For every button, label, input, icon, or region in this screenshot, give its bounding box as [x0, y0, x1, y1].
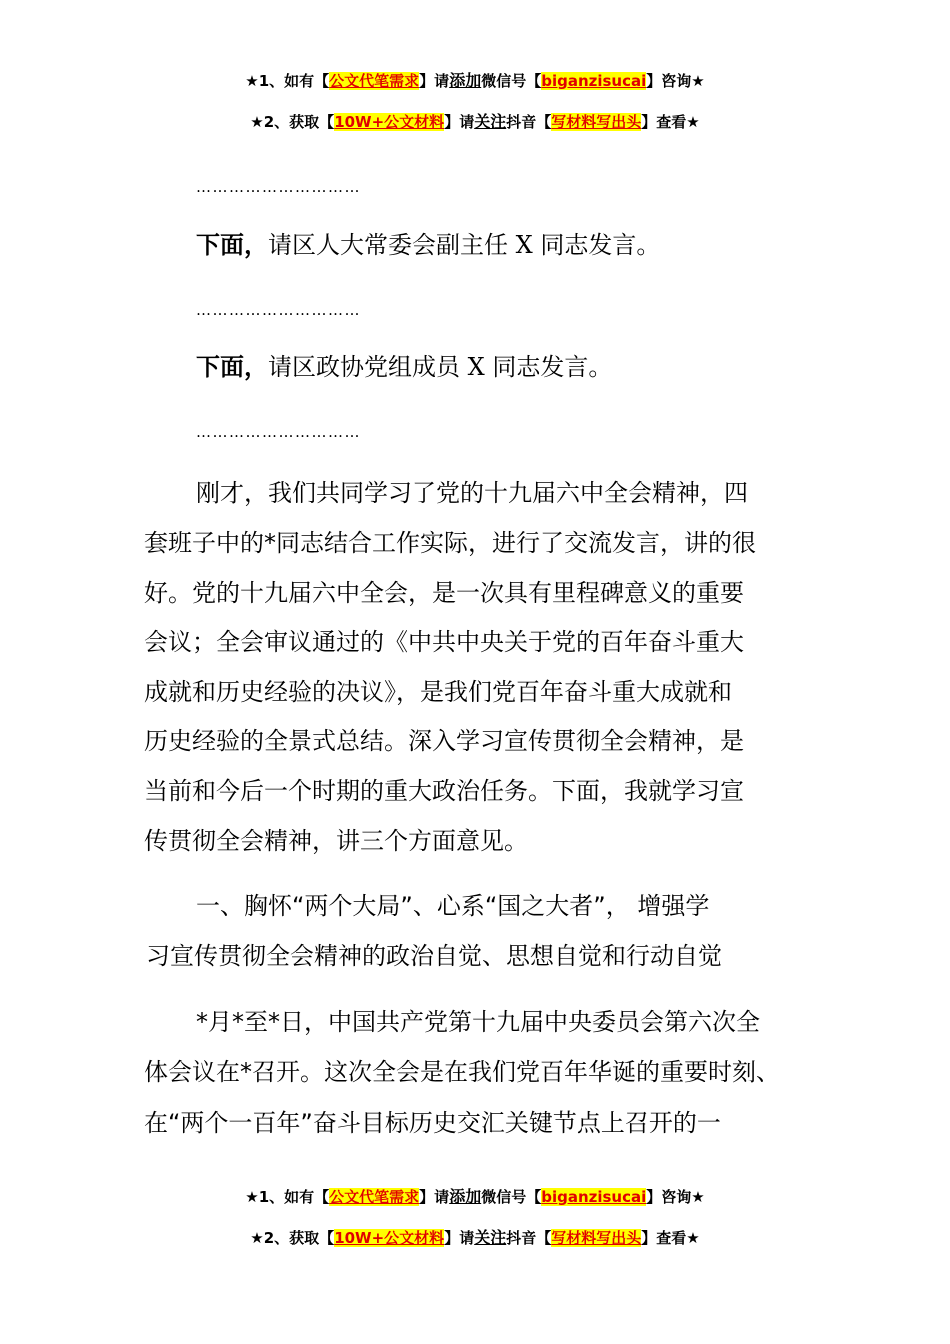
highlight-materials: 10W+公文材料 — [334, 113, 445, 131]
paragraph-line: 好。党的十九届六中全会，是一次具有里程碑意义的重要 — [144, 579, 744, 607]
paragraph-line: 历史经验的全景式总结。深入学习宣传贯彻全会精神，是 — [144, 727, 744, 755]
section-heading-line: 一、胸怀“两个大局”、心系“国之大者”， 增强学 — [196, 892, 710, 920]
paragraph-line: *月*至*日，中国共产党第十九届中央委员会第六次全 — [196, 1008, 760, 1036]
paragraph-line: 传贯彻全会精神，讲三个方面意见。 — [144, 827, 528, 855]
paragraph-line: 套班子中的*同志结合工作实际，进行了交流发言，讲的很 — [144, 529, 756, 557]
highlight-wechat-id: biganzisucai — [541, 1188, 647, 1206]
paragraph-line: 在“两个一百年”奋斗目标历史交汇关键节点上召开的一 — [144, 1109, 721, 1137]
ellipsis-separator: ………………………… — [196, 423, 361, 441]
highlight-service: 公文代笔需求 — [329, 72, 420, 90]
highlight-materials: 10W+公文材料 — [334, 1229, 445, 1247]
highlight-douyin-id: 写材料写出头 — [551, 1229, 642, 1247]
highlight-wechat-id: biganzisucai — [541, 72, 647, 90]
footer-banner-line-1: ★1、如有【公文代笔需求】请添加微信号【biganzisucai】咨询★ — [245, 1187, 705, 1206]
speaker-intro-1: 下面，请区人大常委会副主任 X 同志发言。 — [196, 231, 661, 259]
paragraph-line: 会议；全会审议通过的《中共中央关于党的百年奋斗重大 — [144, 628, 744, 656]
footer-banner-line-2: ★2、获取【10W+公文材料】请关注抖音【写材料写出头】查看★ — [250, 1228, 700, 1247]
paragraph-line: 当前和今后一个时期的重大政治任务。下面，我就学习宣 — [144, 777, 744, 805]
ellipsis-separator: ………………………… — [196, 178, 361, 196]
speaker-intro-2: 下面，请区政协党组成员 X 同志发言。 — [196, 353, 613, 381]
highlight-douyin-id: 写材料写出头 — [551, 113, 642, 131]
highlight-service: 公文代笔需求 — [329, 1188, 420, 1206]
paragraph-line: 刚才，我们共同学习了党的十九届六中全会精神，四 — [196, 479, 748, 507]
ellipsis-separator: ………………………… — [196, 301, 361, 319]
paragraph-line: 体会议在*召开。这次全会是在我们党百年华诞的重要时刻、 — [144, 1058, 780, 1086]
paragraph-line: 成就和历史经验的决议》，是我们党百年奋斗重大成就和 — [144, 678, 732, 706]
section-heading-line: 习宣传贯彻全会精神的政治自觉、思想自觉和行动自觉 — [146, 942, 722, 970]
header-banner-line-1: ★1、如有【公文代笔需求】请添加微信号【biganzisucai】咨询★ — [245, 71, 705, 90]
header-banner-line-2: ★2、获取【10W+公文材料】请关注抖音【写材料写出头】查看★ — [250, 112, 700, 131]
